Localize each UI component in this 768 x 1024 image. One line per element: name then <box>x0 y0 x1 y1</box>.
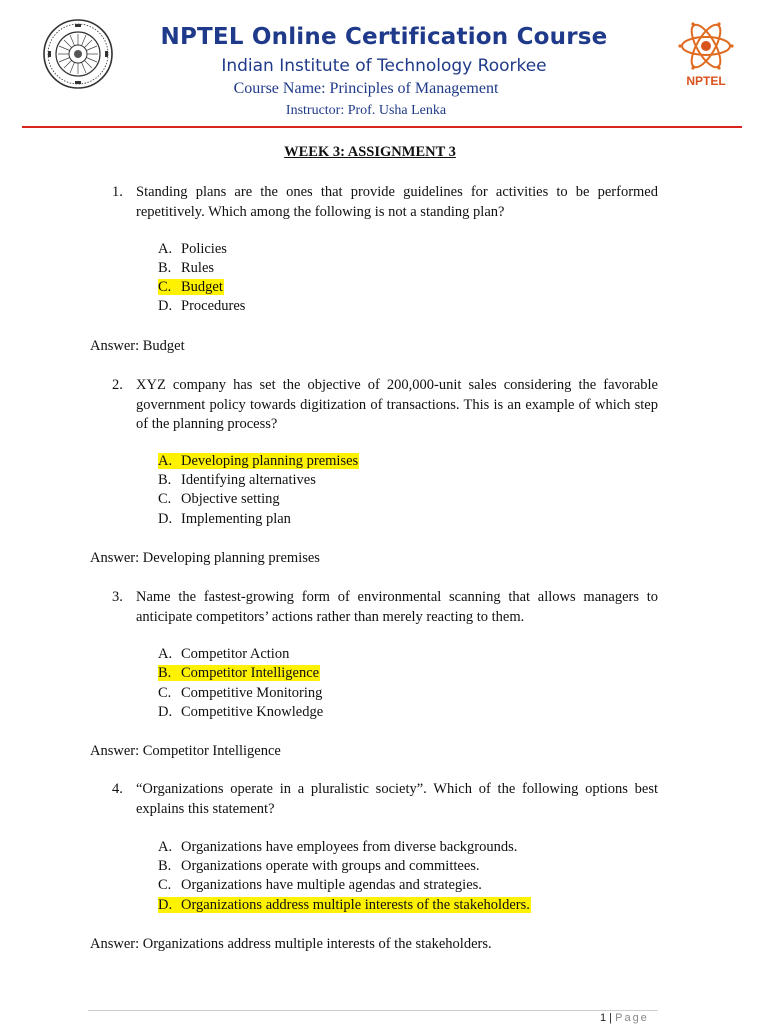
question-text: “Organizations operate in a pluralistic society”. Which of the following options best explains this statement? <box>136 781 658 817</box>
option-text: Budget <box>181 279 223 295</box>
option-text: Organizations have employees from diverse backgrounds. <box>181 839 518 855</box>
option-text: Identifying alternatives <box>181 472 316 488</box>
option-text: Competitive Knowledge <box>181 704 324 720</box>
question-number: 4. <box>112 781 123 797</box>
question-number: 2. <box>112 377 123 393</box>
option-letter: C. <box>158 685 172 701</box>
option-item <box>158 490 280 509</box>
option-letter: A. <box>158 839 173 855</box>
option-item-highlighted <box>158 452 359 471</box>
option-item-highlighted <box>158 896 531 915</box>
header-instructor: Instructor: Prof. Usha Lenka <box>285 103 447 118</box>
page-number: 1 <box>600 1012 607 1024</box>
answer-line: Answer: Competitor Intelligence <box>90 743 281 759</box>
question-number: 1. <box>112 184 123 200</box>
option-letter: D. <box>158 511 173 527</box>
option-text: Objective setting <box>181 491 280 507</box>
option-item <box>158 857 480 876</box>
option-item-highlighted <box>158 664 320 683</box>
nptel-logo-text: NPTEL <box>686 74 726 88</box>
option-letter: B. <box>158 665 172 681</box>
answer-line: Answer: Organizations address multiple interests of the stakeholders. <box>90 936 492 952</box>
option-letter: D. <box>158 298 173 314</box>
option-item <box>158 297 245 316</box>
page-word: Page <box>615 1012 649 1024</box>
option-text: Developing planning premises <box>181 453 359 469</box>
option-item <box>158 876 482 895</box>
header-course-name: Course Name: Principles of Management <box>233 80 499 97</box>
option-letter: A. <box>158 453 173 469</box>
option-text: Organizations address multiple interests of the stakeholders. <box>181 897 530 913</box>
assignment-heading: WEEK 3: ASSIGNMENT 3 <box>284 144 456 160</box>
option-item <box>158 703 323 722</box>
option-item <box>158 838 517 857</box>
option-item <box>158 684 322 703</box>
option-letter: D. <box>158 704 173 720</box>
option-text: Implementing plan <box>181 511 291 527</box>
option-item <box>158 510 291 529</box>
option-item <box>158 471 316 490</box>
option-letter: B. <box>158 472 172 488</box>
option-text: Rules <box>181 260 215 276</box>
answer-line: Answer: Developing planning premises <box>90 550 320 566</box>
option-text: Organizations operate with groups and committees. <box>181 858 480 874</box>
option-letter: C. <box>158 877 172 893</box>
question-number: 3. <box>112 589 123 605</box>
header-institute: Indian Institute of Technology Roorkee <box>221 56 547 76</box>
option-letter: D. <box>158 897 173 913</box>
header-divider <box>22 126 742 128</box>
question-text: XYZ company has set the objective of 200,000-unit sales considering the favorable government policy towards digitization of transactions. This is an example of which step of the planning process? <box>136 377 658 432</box>
option-item <box>158 240 227 259</box>
option-letter: A. <box>158 241 173 257</box>
option-text: Competitor Action <box>181 646 290 662</box>
option-letter: B. <box>158 858 172 874</box>
option-text: Policies <box>181 241 227 257</box>
footer-divider <box>88 1010 658 1011</box>
question-text: Name the fastest-growing form of environmental scanning that allows managers to anticipate competitors’ actions rather than merely reacting to them. <box>136 589 658 625</box>
option-item <box>158 259 214 278</box>
option-text: Competitive Monitoring <box>181 685 323 701</box>
page-separator: | <box>606 1012 616 1024</box>
option-letter: C. <box>158 279 172 295</box>
option-letter: B. <box>158 260 172 276</box>
option-item <box>158 645 289 664</box>
option-text: Competitor Intelligence <box>181 665 320 681</box>
answer-line: Answer: Budget <box>90 338 185 354</box>
page-number-footer <box>600 1012 649 1024</box>
option-text: Organizations have multiple agendas and strategies. <box>181 877 482 893</box>
option-letter: A. <box>158 646 173 662</box>
question-text: Standing plans are the ones that provide guidelines for activities to be performed repetitively. Which among the following is not a standing plan? <box>136 184 658 220</box>
option-text: Procedures <box>181 298 246 314</box>
option-item-highlighted <box>158 278 224 297</box>
header-title: NPTEL Online Certification Course <box>160 24 608 50</box>
option-letter: C. <box>158 491 172 507</box>
